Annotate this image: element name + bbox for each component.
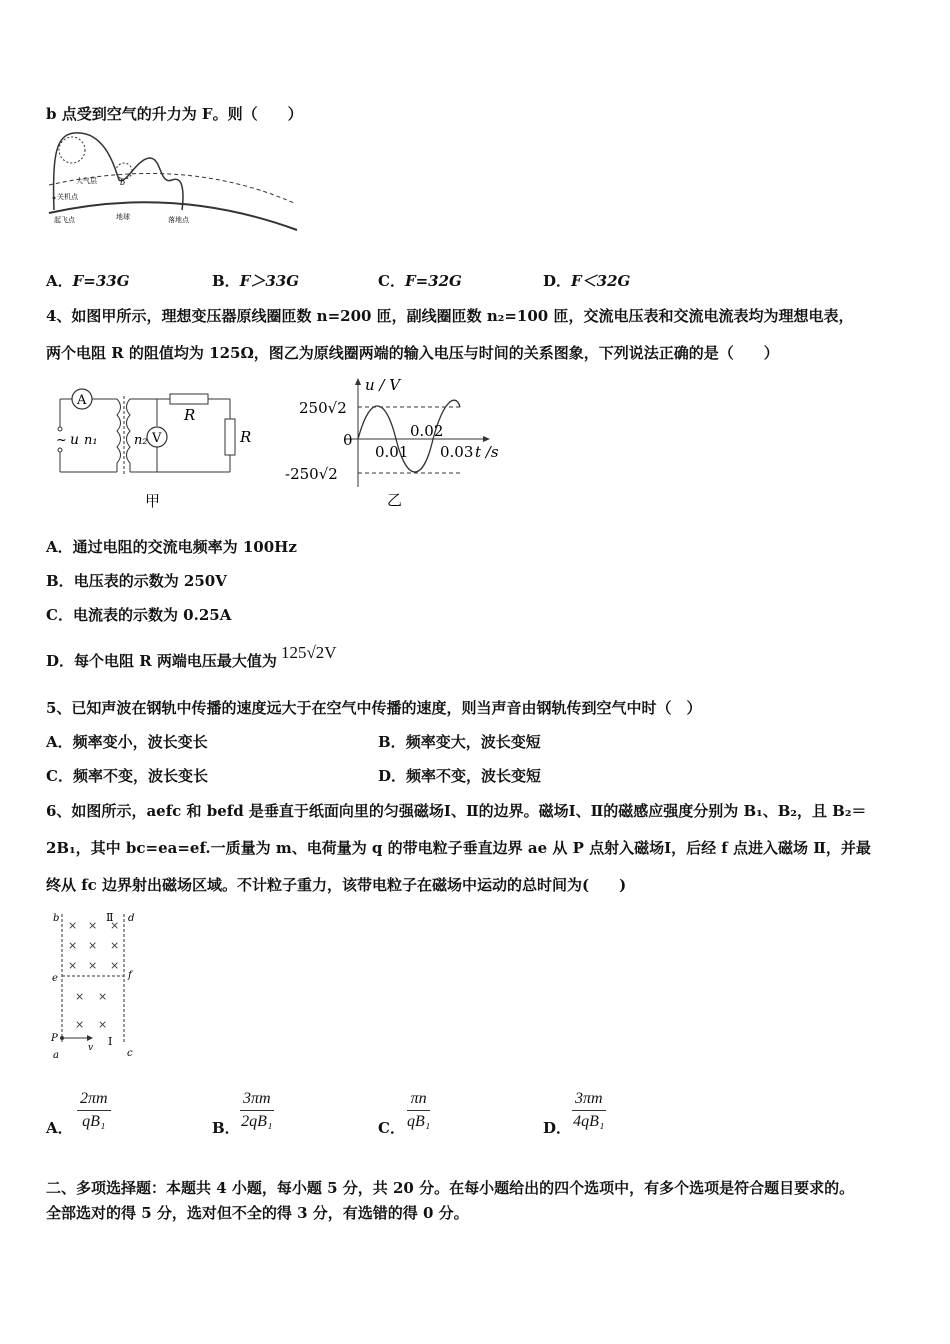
label-e: e xyxy=(52,973,58,984)
q5-option-d[interactable]: D．频率不变，波长变短 xyxy=(378,767,542,785)
label-b: b xyxy=(120,178,126,187)
label-earth: 地球 xyxy=(116,213,130,221)
label-region-1: Ⅰ xyxy=(108,1035,113,1048)
q6-option-a-letter[interactable]: A． xyxy=(46,1119,73,1137)
q5-option-a[interactable]: A．频率变小，波长变长 xyxy=(46,733,208,751)
q5-stem: 5、已知声波在钢轨中传播的速度远大于在空气中传播的速度，则当声音由钢轨传到空气中时（ ） xyxy=(46,699,702,717)
tick-002: 0.02 xyxy=(410,422,444,440)
voltmeter-label: V xyxy=(152,431,162,446)
svg-text:×: × xyxy=(88,919,98,932)
resistor-right xyxy=(225,419,235,455)
q3-option-a[interactable]: A．F=33G xyxy=(46,272,130,290)
q4-option-c[interactable]: C．电流表的示数为 0.25A xyxy=(46,606,232,624)
q5-option-c[interactable]: C．频率不变，波长变长 xyxy=(46,767,208,785)
svg-text:×: × xyxy=(110,919,120,932)
tick-zero: 0 xyxy=(343,431,353,449)
svg-text:×: × xyxy=(88,959,98,972)
label-landing-point: 落地点 xyxy=(168,216,189,224)
svg-text:×: × xyxy=(68,939,78,952)
label-a: a xyxy=(53,1050,59,1061)
svg-text:×: × xyxy=(88,939,98,952)
label-v: v xyxy=(88,1043,94,1053)
primary-turns-label: n₁ xyxy=(84,433,98,448)
tick-003: 0.03 xyxy=(440,443,474,461)
q6-option-d-fraction[interactable]: $\frac{3\pi m}{\text{4qB₁}}$ xyxy=(573,1090,605,1130)
q4-option-d-math: 125√2V xyxy=(280,643,337,662)
orbit-circle xyxy=(59,137,85,163)
q4-stem-line1: 4、如图甲所示，理想变压器原线圈匝数 n=200 匝，副线圈匝数 n₂=100 匝，交流电压表和交流电流表均为理想电表， xyxy=(46,307,854,325)
svg-text:×: × xyxy=(68,959,78,972)
figure-yi-caption: 乙 xyxy=(387,491,403,509)
label-takeoff-point: 起飞点 xyxy=(54,216,75,224)
resistor-top-label: R xyxy=(184,406,196,424)
label-atmosphere: 大气层 xyxy=(76,177,97,185)
svg-text:×: × xyxy=(110,939,120,952)
label-shutdown-point: 关机点 xyxy=(57,193,78,201)
q6-stem-line1: 6、如图所示，aefc 和 befd 是垂直于纸面向里的匀强磁场Ⅰ、Ⅱ的边界。磁场Ⅰ、Ⅱ的磁感应强度分别为 B₁、B₂，且 B₂＝ xyxy=(46,802,867,820)
secondary-turns-label: n₂ xyxy=(134,433,148,448)
q6-magnetic-field-figure xyxy=(48,908,158,1063)
q3-option-b[interactable]: B．F＞33G xyxy=(212,272,300,290)
q6-option-c-letter[interactable]: C． xyxy=(378,1119,405,1137)
label-p: P xyxy=(51,1033,58,1044)
y-axis-label: u / V xyxy=(365,376,401,394)
q4-option-a[interactable]: A．通过电阻的交流电频率为 100Hz xyxy=(46,538,297,556)
q4-option-d[interactable]: D．每个电阻 R 两端电压最大值为 125√2V xyxy=(46,643,337,670)
sine-wave xyxy=(358,400,460,472)
svg-text:×: × xyxy=(68,919,78,932)
label-f: f xyxy=(128,970,132,981)
resistor-top xyxy=(170,394,208,404)
svg-text:×: × xyxy=(75,990,85,1003)
tick-min: -250√2 xyxy=(285,465,338,483)
voltage-symbol-u: u xyxy=(70,432,80,448)
section2-instructions-line1: 二、多项选择题：本题共 4 小题，每小题 5 分，共 20 分。在每小题给出的四个选项中，有多个选项是符合题目要求的。 xyxy=(46,1179,855,1197)
q5-option-b[interactable]: B．频率变大，波长变短 xyxy=(378,733,541,751)
q3-stem: b 点受到空气的升力为 F。则（ ） xyxy=(46,105,303,123)
q6-stem-line2: 2B₁，其中 bc=ea=ef.一质量为 m、电荷量为 q 的带电粒子垂直边界 ae 从 P 点射入磁场Ⅰ，后经 f 点进入磁场 Ⅱ，并最 xyxy=(46,839,871,857)
svg-text:×: × xyxy=(75,1018,85,1031)
q3-trajectory-figure xyxy=(44,125,304,235)
q6-option-a-fraction[interactable]: $\frac{2\pi m}{\text{qB₁}}$ xyxy=(77,1090,111,1131)
ammeter-label: A xyxy=(77,393,87,408)
label-d: d xyxy=(128,913,135,924)
resistor-right-label: R xyxy=(240,428,252,446)
q3-option-c[interactable]: C．F=32G xyxy=(378,272,462,290)
q6-option-c-fraction[interactable]: $\frac{\pi n}{\text{qB₁}}$ xyxy=(407,1090,431,1130)
svg-text:×: × xyxy=(110,959,120,972)
svg-text:×: × xyxy=(98,1018,108,1031)
q4-voltage-graph xyxy=(285,375,515,510)
figure-jia-caption: 甲 xyxy=(145,492,161,510)
q6-option-d-letter[interactable]: D． xyxy=(543,1119,572,1137)
label-c: c xyxy=(127,1048,133,1059)
section2-instructions-line2: 全部选对的得 5 分，选对但不全的得 3 分，有选错的得 0 分。 xyxy=(46,1204,469,1222)
label-b: b xyxy=(53,913,60,924)
q4-option-b[interactable]: B．电压表的示数为 250V xyxy=(46,572,227,590)
x-axis-label: t /s xyxy=(475,443,499,461)
tick-001: 0.01 xyxy=(375,443,409,461)
tick-max: 250√2 xyxy=(299,399,347,417)
q6-option-b-fraction[interactable]: $\frac{3\pi m}{\text{2qB₁}}$ xyxy=(241,1090,273,1130)
svg-text:~: ~ xyxy=(56,433,67,448)
q4-stem-line2: 两个电阻 R 的阻值均为 125Ω，图乙为原线圈两端的输入电压与时间的关系图象，下列说法正确的是（ ） xyxy=(46,344,779,362)
label-region-2: Ⅱ xyxy=(106,911,114,924)
svg-text:×: × xyxy=(98,990,108,1003)
q6-option-b-letter[interactable]: B． xyxy=(212,1119,240,1137)
q3-option-d[interactable]: D．F＜32G xyxy=(543,272,631,290)
q6-stem-line3: 终从 fc 边界射出磁场区域。不计粒子重力，该带电粒子在磁场中运动的总时间为( ) xyxy=(46,876,627,894)
q4-circuit-figure xyxy=(52,382,252,512)
